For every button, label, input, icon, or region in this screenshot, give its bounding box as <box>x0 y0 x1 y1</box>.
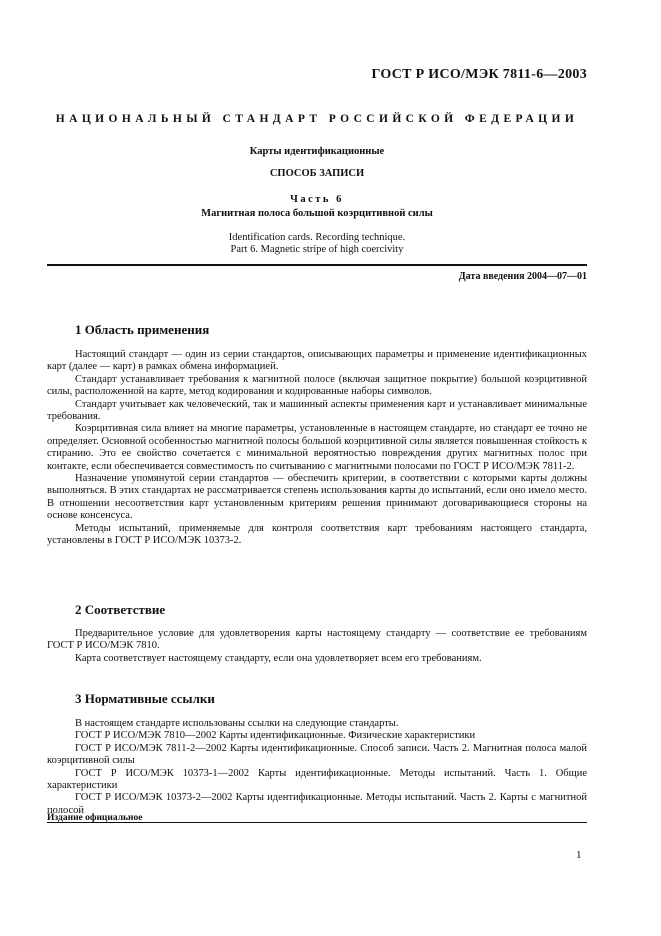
title-cards: Карты идентификационные <box>249 146 385 157</box>
official-edition-label: Издание официальное <box>47 813 143 823</box>
section-3-heading: 3 Нормативные ссылки <box>75 691 215 706</box>
paragraph: Стандарт устанавливает требования к магнитной полосе (включая защитное покрытие) большой коэрцитивной силы, расположенной на карте, метод кодирования и кодированные наборы символов. <box>47 373 587 398</box>
paragraph: Назначение упомянутой серии стандартов — обеспечить критерии, в соответствии с которыми карты должны выполняться. В этих стандартах не рассматривается степень использования карты до испытаний, если оно имело место. В отношении несоответствия карт установленным критериям решения принимают договаривающиеся стороны на основе консенсуса. <box>47 473 587 522</box>
section-3-body <box>47 718 587 817</box>
section-1-body <box>47 349 587 548</box>
title-divider <box>47 264 587 266</box>
document-number: ГОСТ Р ИСО/МЭК 7811-6—2003 <box>371 67 587 82</box>
paragraph: Стандарт учитывает как человеческий, так и машинный аспекты применения карт и устанавливает минимальные требования. <box>47 398 587 423</box>
paragraph: Карта соответствует настоящему стандарту, если она удовлетворяет всем его требованиям. <box>75 652 482 664</box>
paragraph: ГОСТ Р ИСО/МЭК 7811-2—2002 Карты идентификационные. Способ записи. Часть 2. Магнитная полоса малой коэрцитивной силы <box>47 742 587 767</box>
section-1-heading: 1 Область применения <box>75 322 210 337</box>
page-number: 1 <box>576 849 582 861</box>
section-2-body <box>47 628 587 665</box>
title-english-line2: Part 6. Magnetic stripe of high coercivity <box>230 244 404 255</box>
paragraph: Предварительное условие для удовлетворения карты настоящему стандарту — соответствие ее требованиям ГОСТ Р ИСО/МЭК 7810. <box>47 628 587 652</box>
title-method: СПОСОБ ЗАПИСИ <box>269 168 365 179</box>
title-part: Часть 6 <box>290 194 344 205</box>
paragraph: В настоящем стандарте использованы ссылки на следующие стандарты. <box>75 718 399 729</box>
paragraph: Методы испытаний, применяемые для контроля соответствия карт требованиям настоящего стандарта, установлены в ГОСТ Р ИСО/МЭК 10373-2. <box>47 522 587 547</box>
paragraph: ГОСТ Р ИСО/МЭК 7810—2002 Карты идентификационные. Физические характеристики <box>75 730 476 742</box>
paragraph: ГОСТ Р ИСО/МЭК 10373-1—2002 Карты идентификационные. Методы испытаний. Часть 1. Общие характеристики <box>47 767 587 792</box>
introduction-date: Дата введения 2004—07—01 <box>458 271 587 282</box>
section-2-heading: 2 Соответствие <box>75 602 166 617</box>
national-standard-banner: НАЦИОНАЛЬНЫЙ СТАНДАРТ РОССИЙСКОЙ ФЕДЕРАЦИИ <box>55 113 579 125</box>
paragraph: ГОСТ Р ИСО/МЭК 10373-2—2002 Карты идентификационные. Методы испытаний. Часть 2. Карты с магнитной полосой <box>47 792 587 816</box>
title-english-line1: Identification cards. Recording technique. <box>228 232 406 243</box>
title-stripe: Магнитная полоса большой коэрцитивной силы <box>201 208 433 219</box>
paragraph: Настоящий стандарт — один из серии стандартов, описывающих параметры и применение идентификационных карт (далее — карт) в рамках обмена информацией. <box>47 349 587 373</box>
paragraph: Коэрцитивная сила влияет на многие параметры, установленные в настоящем стандарте, но стандарт ее точно не определяет. Основной особенностью магнитной полосы большой коэрцитивной силы является повышенная стойкость к стиранию. Это ее свойство сочетается с минимальной вероятностью повреждения других магнитных полос при контакте, если обеспечивается совместимость по считыванию с магнитными полосами по ГОСТ Р ИСО/МЭК 7811-2. <box>47 423 587 472</box>
